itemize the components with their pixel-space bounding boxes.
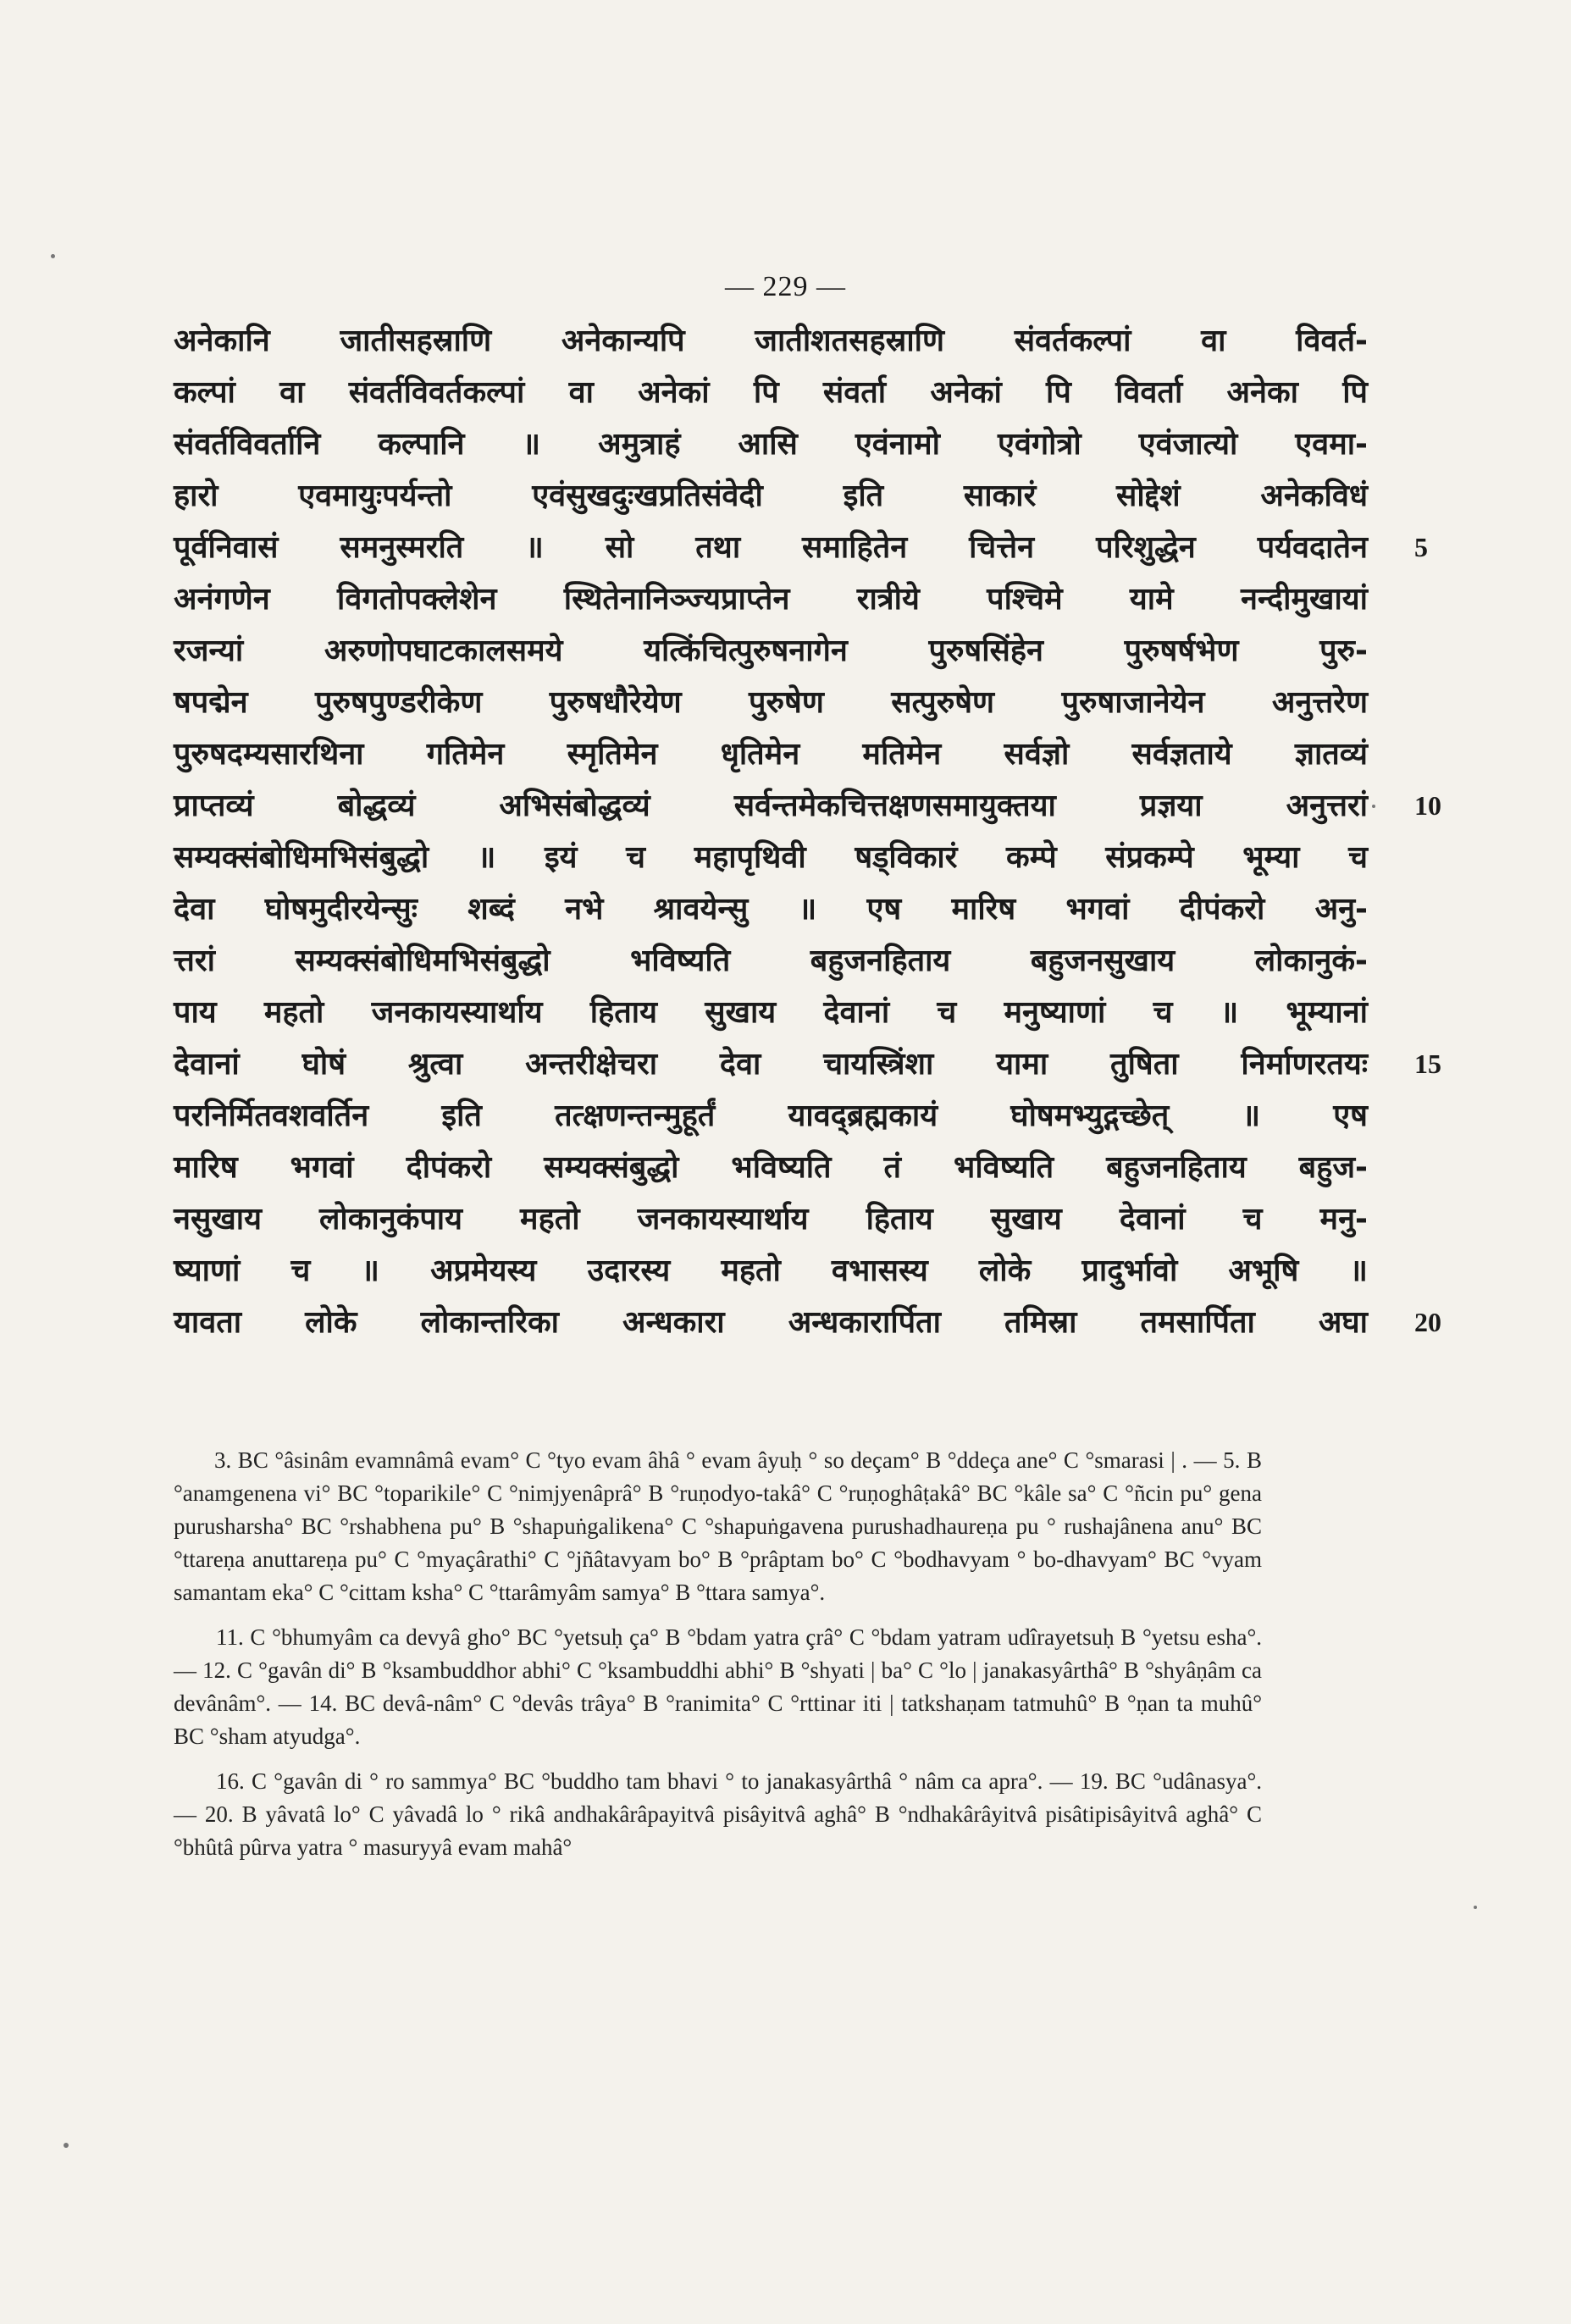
text-line-content: रजन्यां अरुणोपघाटकालसमये यत्किंचित्पुरुषनागेन पुरुषसिंहेन पुरुषर्षभेण पुरु- [174, 634, 1368, 668]
text-line [174, 1090, 1376, 1142]
line-number: 15 [1414, 1049, 1441, 1079]
text-line-content: सम्यक्संबोधिमभिसंबुद्धो ॥ इयं च महापृथिवी षड्विकारं कम्पे संप्रकम्पे भूम्या च [174, 840, 1368, 875]
line-number: 20 [1414, 1307, 1441, 1337]
text-line-content: अनेकानि जातीसहस्राणि अनेकान्यपि जातीशतसहस्राणि संवर्तकल्पां वा विवर्त- [174, 324, 1368, 358]
footnote-paragraph: 3. BC °âsinâm evamnâmâ evam° C °tyo evam âhâ ° evam âyuḥ ° so deçam° B °ddeça ane° C °smarasi | . — 5. B °anamgenena vi° BC °toparikile° C °nimjyenâprâ° B °ruṇodyo-takâ° C °ruṇoghâṭakâ° BC °kâle sa° C °ñcin pu° gena purusharsha° BC °rshabhena pu° B °shapuṅgalikena° C °shapuṅgavena purushadhaureṇa pu ° rushajânena anu° BC °ttareṇa anuttareṇa pu° C °myaçârathi° C °jñâtavyam bo° B °prâptam bo° C °bodhavyam ° bo-dhavyam° BC °vyam samantam eka° C °cittam ksha° C °ttarâmyâm samya° B °ttara samya°. [174, 1447, 1262, 1605]
text-line [174, 1038, 1441, 1090]
line-number: 5 [1414, 532, 1428, 562]
text-line-content: संवर्तविवर्तानि कल्पानि ॥ अमुत्राहं आसि एवंनामो एवंगोत्रो एवंजात्यो एवमा- [174, 427, 1368, 462]
text-line [174, 470, 1376, 522]
text-line [174, 935, 1376, 987]
text-line [174, 367, 1376, 418]
text-line [174, 832, 1376, 883]
text-line [174, 573, 1376, 625]
text-line [174, 987, 1376, 1038]
text-line [174, 1142, 1376, 1193]
text-line [174, 1193, 1376, 1245]
scan-speck [1474, 1906, 1477, 1909]
sanskrit-main-text [174, 315, 1441, 1348]
text-line-content: ष्याणां च ॥ अप्रमेयस्य उदारस्य महतो वभासस्य लोके प्रादुर्भावो अभूषि ॥ [174, 1253, 1368, 1288]
text-line-content: पाय महतो जनकायस्यार्थाय हिताय सुखाय देवानां च मनुष्याणां च ॥ भूम्यानां [174, 995, 1368, 1030]
scan-speck [1372, 805, 1375, 808]
footnote-paragraph: 11. C °bhumyâm ca devyâ gho° BC °yetsuḥ ça° B °bdam yatra çrâ° C °bdam yatram udîrayetsuḥ B °yetsu esha°. — 12. C °gavân di° B °ksambuddhor abhi° C °ksambuddhi abhi° B °shyati | ba° C °lo | janakasyârthâ° B °shyâṇâm ca devânâm°. — 14. BC devâ-nâm° C °devâs trâya° B °ranimita° C °rttinar iti | tatkshaṇam tatmuhû° B °ṇan ta muhû° BC °sham atyudga°. [174, 1624, 1262, 1749]
text-line-content: देवानां घोषं श्रुत्वा अन्तरीक्षेचरा देवा चायस्त्रिंशा यामा तुषिता निर्माणरतयः [174, 1047, 1368, 1082]
footnotes [174, 1444, 1262, 1876]
text-line [174, 728, 1376, 780]
text-line-content: परनिर्मितवशवर्तिन इति तत्क्षणन्तन्मुहूर्तं यावद्ब्रह्मकायं घोषमभ्युद्गच्छेत् ॥ एष [174, 1098, 1368, 1133]
text-line [174, 1297, 1441, 1348]
text-line-content: कल्पां वा संवर्तविवर्तकल्पां वा अनेकां पि संवर्ता अनेकां पि विवर्ता अनेका पि [174, 375, 1368, 410]
text-line [174, 522, 1428, 573]
text-line-content: नसुखाय लोकानुकंपाय महतो जनकायस्यार्थाय हिताय सुखाय देवानां च मनु- [174, 1202, 1368, 1237]
text-line [174, 625, 1376, 677]
scan-speck [51, 254, 55, 258]
text-line-content: पूर्वनिवासं समनुस्मरति ॥ सो तथा समाहितेन चित्तेन परिशुद्धेन पर्यवदातेन [174, 530, 1368, 565]
footnote-paragraph: 16. C °gavân di ° ro sammya° BC °buddho tam bhavi ° to janakasyârthâ ° nâm ca apra°. — 19. BC °udânasya°. — 20. B yâvatâ lo° C yâvadâ lo ° rikâ andhakârâpayitvâ pisâyitvâ aghâ° B °ndhakârâyitvâ pisâtipisâyitvâ aghâ° C °bhûtâ pûrva yatra ° masuryyâ evam mahâ° [174, 1768, 1262, 1860]
text-line-content: अनंगणेन विगतोपक्लेशेन स्थितेनानिञ्ज्यप्राप्तेन रात्रीये पश्चिमे यामे नन्दीमुखायां [174, 582, 1368, 617]
text-line-content: मारिष भगवां दीपंकरो सम्यक्संबुद्धो भविष्यति तं भविष्यति बहुजनहिताय बहुज- [174, 1150, 1368, 1185]
line-number: 10 [1414, 790, 1441, 821]
text-line-content: हारो एवमायुःपर्यन्तो एवंसुखदुःखप्रतिसंवेदी इति साकारं सोद्देशं अनेकविधं [174, 479, 1368, 513]
text-line [174, 677, 1376, 728]
page-number: — 229 — [725, 271, 846, 302]
text-line-content: षपद्मेन पुरुषपुण्डरीकेण पुरुषधौरेयेण पुरुषेण सत्पुरुषेण पुरुषाजानेयेन अनुत्तरेण [174, 685, 1368, 720]
text-line [174, 418, 1376, 470]
text-line [174, 780, 1441, 832]
text-line-content: प्राप्तव्यं बोद्धव्यं अभिसंबोद्धव्यं सर्वन्तमेकचित्तक्षणसमायुक्तया प्रज्ञया अनुत्तरां [174, 788, 1368, 823]
text-line [174, 1245, 1376, 1297]
text-line [174, 315, 1376, 367]
text-line-content: त्तरां सम्यक्संबोधिमभिसंबुद्धो भविष्यति बहुजनहिताय बहुजनसुखाय लोकानुकं- [174, 943, 1368, 978]
scan-speck [64, 2143, 69, 2148]
text-line [174, 883, 1376, 935]
text-line-content: पुरुषदम्यसारथिना गतिमेन स्मृतिमेन धृतिमेन मतिमेन सर्वज्ञो सर्वज्ञताये ज्ञातव्यं [174, 737, 1368, 772]
text-line-content: यावता लोके लोकान्तरिका अन्धकारा अन्धकारार्पिता तमिस्रा तमसार्पिता अघा [174, 1305, 1368, 1340]
text-line-content: देवा घोषमुदीरयेन्सुः शब्दं नभे श्रावयेन्सु ॥ एष मारिष भगवां दीपंकरो अनु- [174, 892, 1368, 927]
